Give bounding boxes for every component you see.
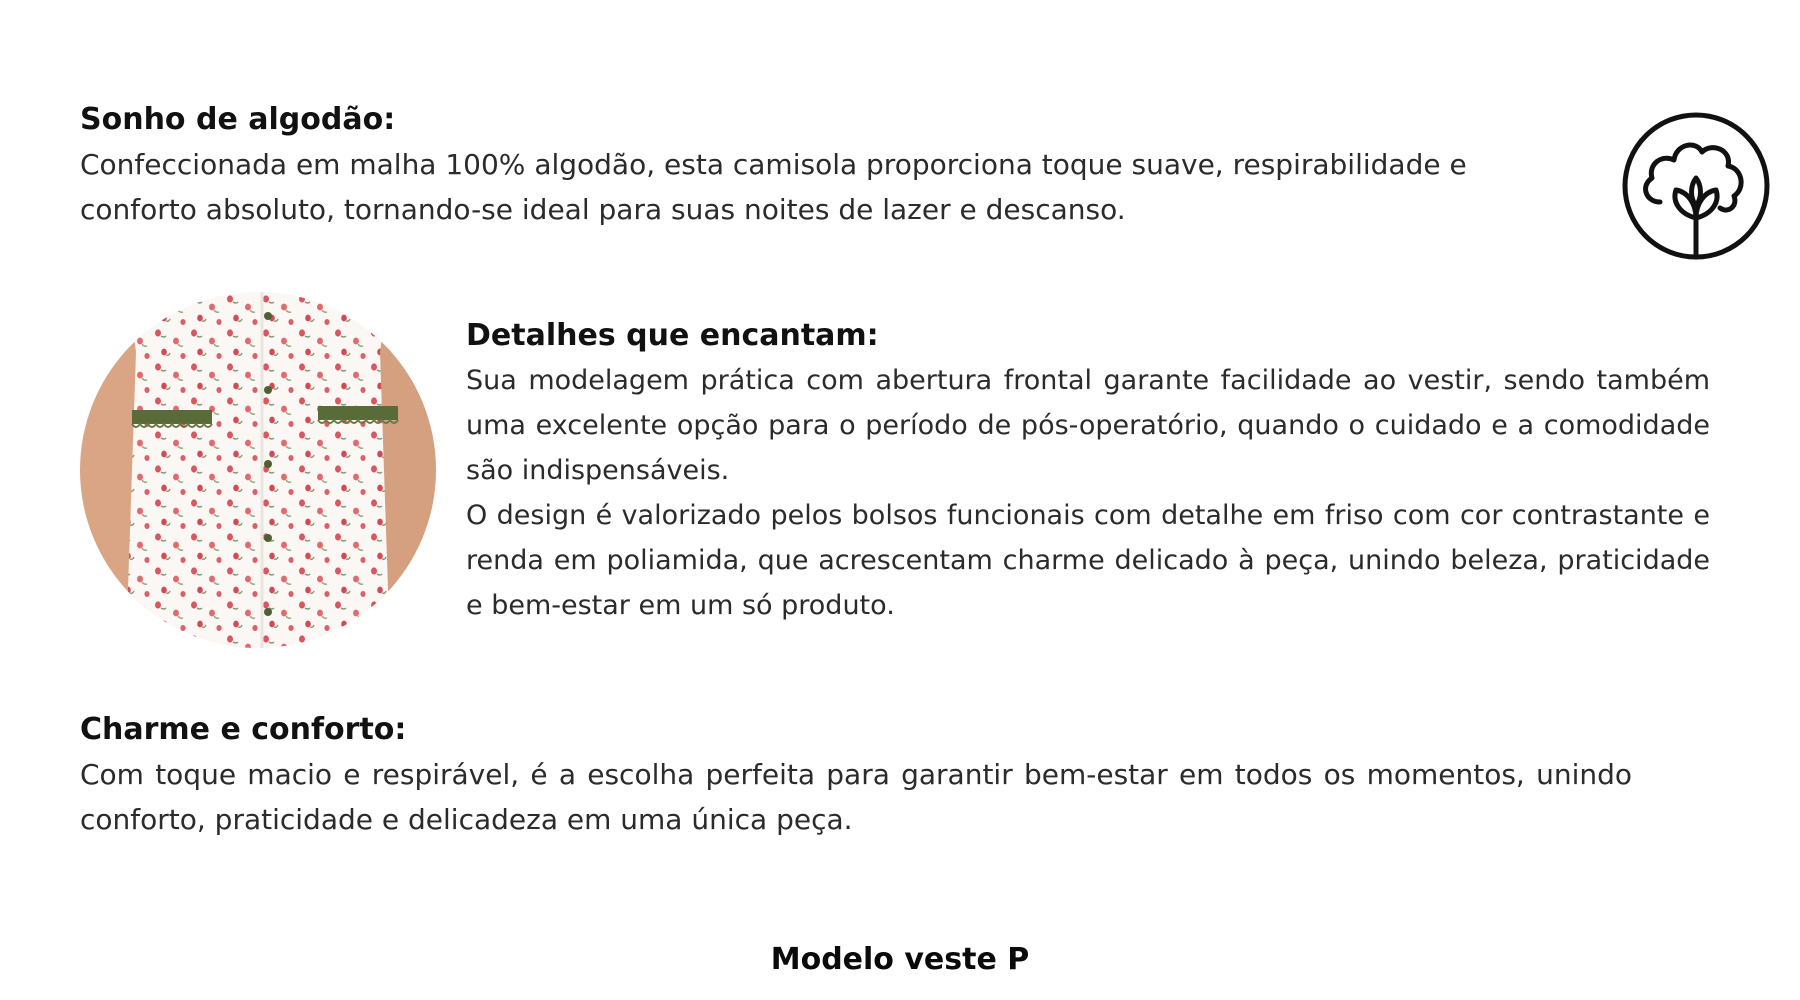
section-heading-charm: Charme e conforto: bbox=[80, 712, 407, 747]
details-paragraph-2: O design é valorizado pelos bolsos funcionais com detalhe em friso com cor contrastante e renda em poliamida, que acrescentam charme delicado à peça, unindo beleza, praticidade e bem-estar em um só produto. bbox=[466, 500, 1710, 621]
details-paragraph-1: Sua modelagem prática com abertura frontal garante facilidade ao vestir, sendo também uma excelente opção para o período de pós-operatório, quando o cuidado e a comodidade são indispensáveis. bbox=[466, 365, 1710, 486]
model-size-note: Modelo veste P bbox=[770, 942, 1030, 977]
product-photo bbox=[80, 292, 436, 648]
cotton-flower-icon bbox=[1620, 110, 1772, 262]
section-text-cotton: Confeccionada em malha 100% algodão, esta camisola proporciona toque suave, respirabilidade e conforto absoluto, tornando-se ideal para suas noites de lazer e descanso. bbox=[80, 148, 1467, 226]
section-text-charm: Com toque macio e respirável, é a escolha perfeita para garantir bem-estar em todos os momentos, unindo conforto, praticidade e delicadeza em uma única peça. bbox=[80, 758, 1632, 836]
section-heading-cotton: Sonho de algodão: bbox=[80, 102, 396, 137]
section-text-details bbox=[466, 358, 1710, 628]
section-heading-details: Detalhes que encantam: bbox=[466, 318, 879, 353]
